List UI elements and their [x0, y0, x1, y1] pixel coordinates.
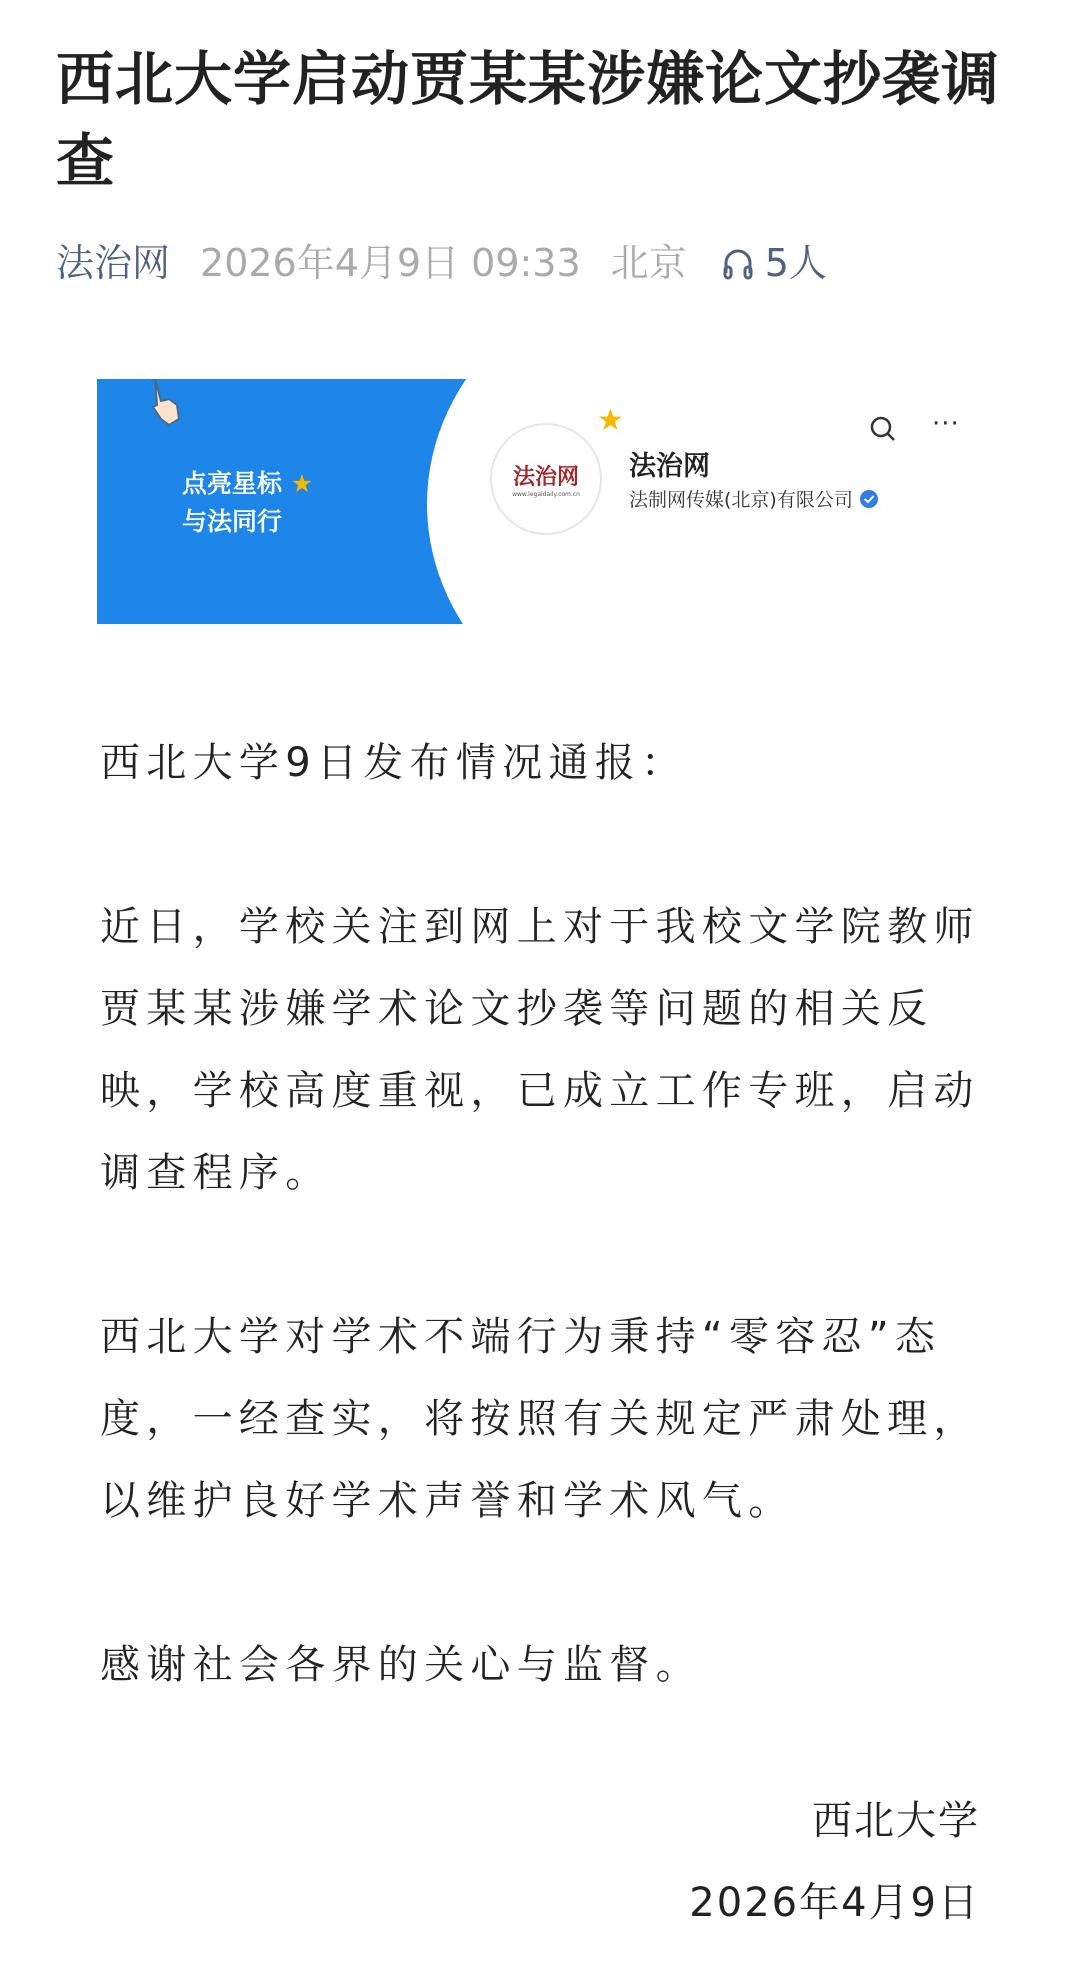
more-icon: ···	[932, 409, 960, 439]
slogan-line-2: 与法同行	[182, 507, 283, 536]
publish-datetime: 2026年4月9日 09:33	[200, 241, 581, 285]
article-body	[100, 722, 990, 1788]
account-logo	[490, 423, 602, 535]
logo-text: 法治网	[512, 464, 579, 490]
slogan-line-1: 点亮星标	[182, 469, 283, 498]
logo-url: www.legaldaily.com.cn	[512, 491, 580, 498]
paragraph: 近日，学校关注到网上对于我校文学院教师贾某某涉嫌学术论文抄袭等问题的相关反映，学校高度重视，已成立工作专班，启动调查程序。	[100, 904, 980, 1196]
location: 北京	[610, 241, 687, 285]
signature: 西北大学	[812, 1798, 980, 1844]
verified-icon	[859, 489, 879, 509]
signature-date: 2026年4月9日	[689, 1880, 980, 1926]
paragraph: 感谢社会各界的关心与监督。	[100, 1642, 702, 1688]
paragraph: 西北大学对学术不端行为秉持“零容忍”态度，一经查实，将按照有关规定严肃处理，以维护良好学术声誉和学术风气。	[100, 1314, 980, 1524]
follow-banner-image[interactable]	[97, 379, 967, 624]
company-name: 法制网传媒(北京)有限公司	[629, 489, 853, 511]
signature-block	[689, 1780, 980, 1944]
banner-slogan	[182, 465, 313, 541]
pointing-hand-icon	[147, 379, 187, 429]
headphones-icon	[721, 245, 755, 281]
account-name: 法治网	[629, 451, 710, 482]
article-meta	[56, 238, 827, 288]
account-company	[629, 485, 879, 512]
source-link[interactable]: 法治网	[56, 241, 171, 285]
listener-count: 5人	[764, 241, 827, 285]
star-icon: ★	[290, 469, 314, 498]
search-icon	[869, 415, 897, 443]
paragraph: 西北大学9日发布情况通报：	[100, 740, 688, 786]
article-title: 西北大学启动贾某某涉嫌论文抄袭调查	[56, 45, 1001, 195]
star-icon: ★	[597, 403, 624, 438]
listen-button[interactable]	[721, 238, 827, 288]
